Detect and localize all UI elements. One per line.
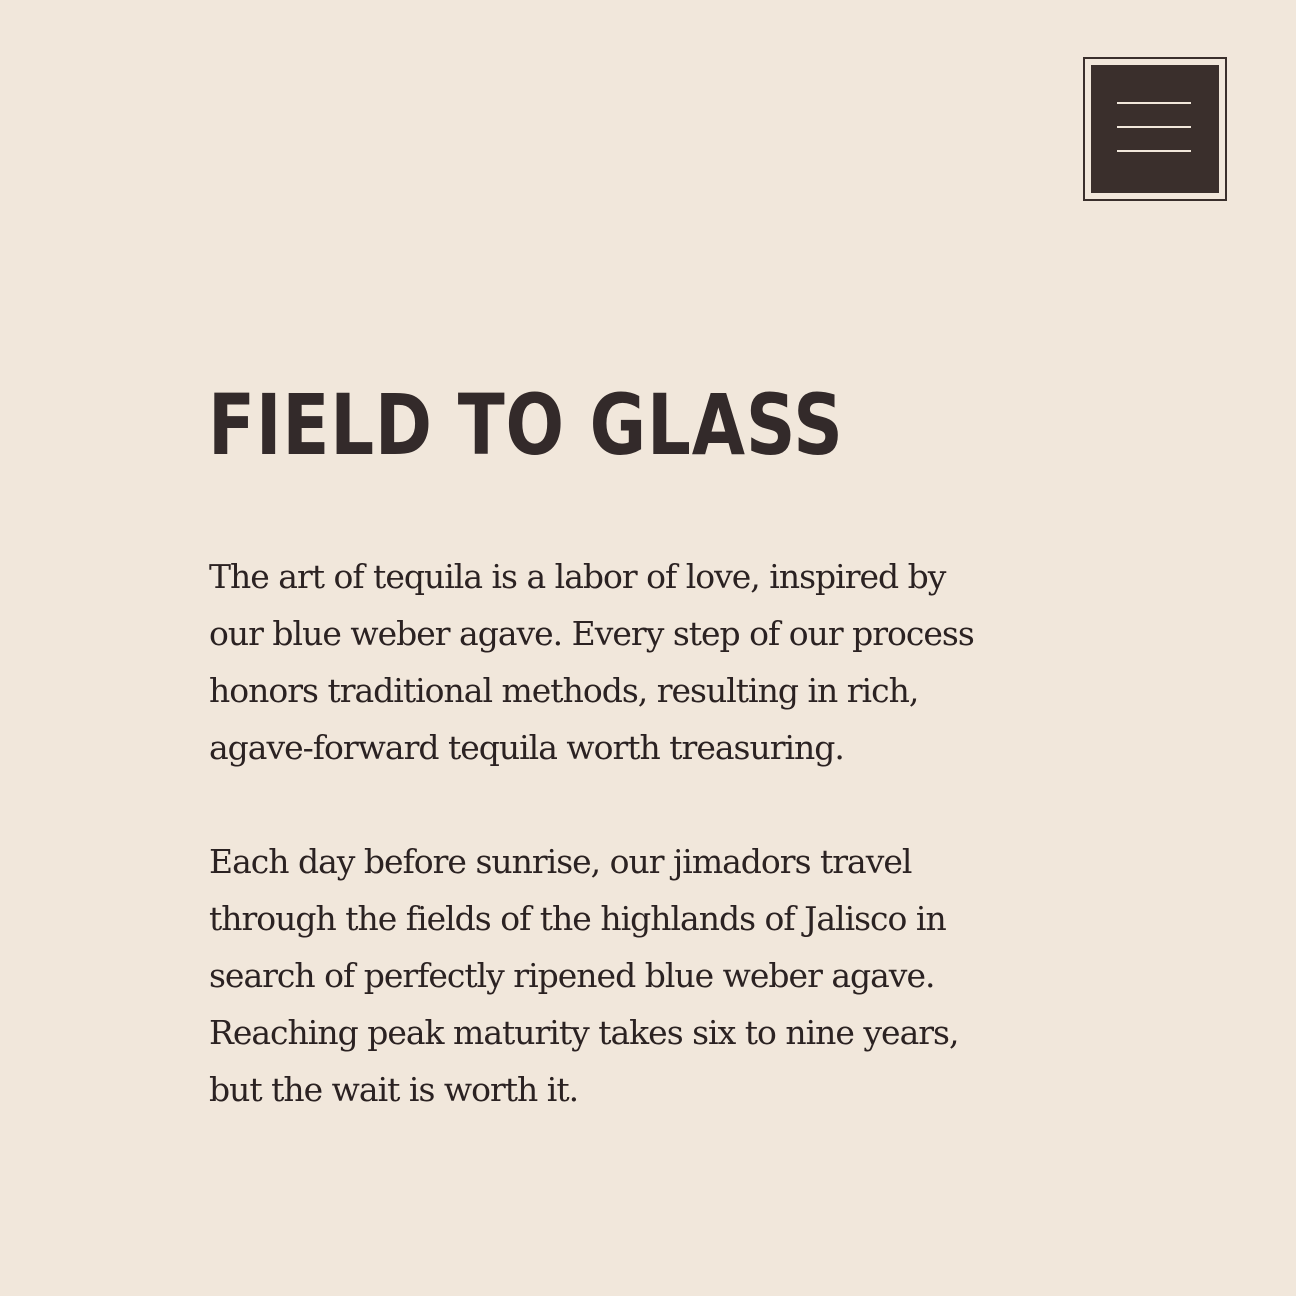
paragraph-line: The art of tequila is a labor of love, inspired by: [209, 557, 946, 596]
page-title: FIELD TO GLASS: [208, 376, 844, 474]
paragraph-line: Reaching peak maturity takes six to nine years,: [209, 1013, 959, 1052]
paragraph-line: search of perfectly ripened blue weber agave.: [209, 956, 935, 995]
paragraph-line: our blue weber agave. Every step of our process: [209, 614, 974, 653]
paragraph-line: Each day before sunrise, our jimadors travel: [209, 842, 912, 881]
body-text: [209, 548, 1139, 1118]
paragraph-harvest: [209, 833, 1139, 1118]
menu-button[interactable]: [1083, 57, 1227, 201]
paragraph-intro: [209, 548, 1139, 776]
menu-line-middle: [1117, 126, 1191, 128]
hamburger-menu-icon: [1091, 65, 1219, 193]
menu-line-bottom: [1117, 150, 1191, 152]
paragraph-line: agave-forward tequila worth treasuring.: [209, 728, 844, 767]
menu-line-top: [1117, 102, 1191, 104]
paragraph-line: through the fields of the highlands of Jalisco in: [209, 899, 946, 938]
paragraph-line: honors traditional methods, resulting in rich,: [209, 671, 919, 710]
paragraph-line: but the wait is worth it.: [209, 1070, 579, 1109]
